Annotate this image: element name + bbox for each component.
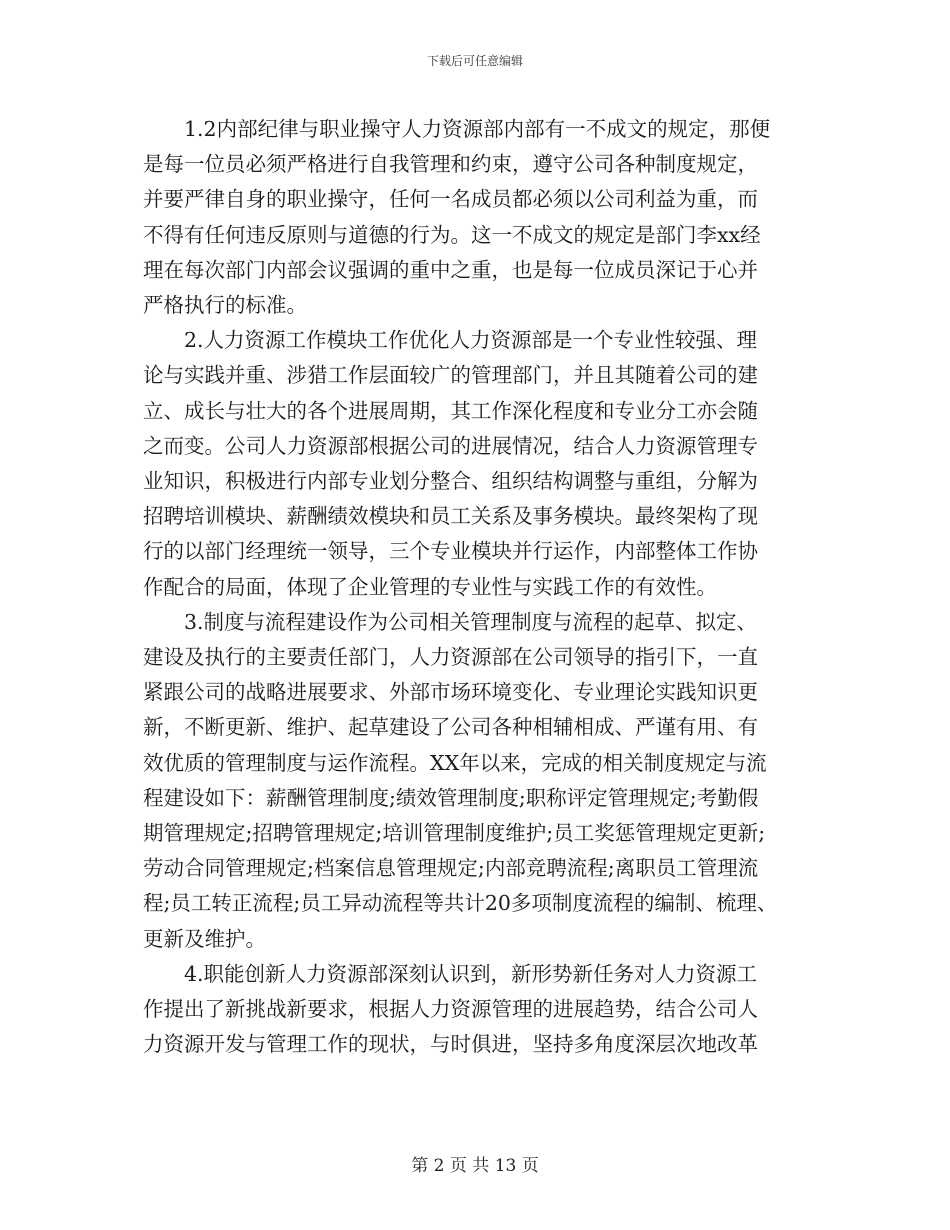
text-line: 新，不断更新、维护、起草建设了公司各种相辅相成、严谨有用、有 (143, 715, 758, 740)
text-line: 业知识，积极进行内部专业划分整合、组织结构调整与重组，分解为 (143, 469, 758, 494)
text-line: 程;员工转正流程;员工异动流程等共计20多项制度流程的编制、梳理、 (143, 891, 778, 916)
text-line: 不得有任何违反原则与道德的行为。这一不成文的规定是部门李xx经 (143, 222, 761, 247)
text-line: 1.2内部纪律与职业操守人力资源部内部有一不成文的规定，那便 (184, 117, 771, 141)
paragraph-3 (143, 605, 815, 957)
text-line: 立、成长与壮大的各个进展周期，其工作深化程度和专业分工亦会随 (143, 398, 758, 423)
text-line: 行的以部门经理统一领导，三个专业模块并行运作，内部整体工作协 (143, 539, 758, 564)
text-line: 论与实践并重、涉猎工作层面较广的管理部门，并且其随着公司的建 (143, 363, 758, 388)
text-line: 作配合的局面，体现了企业管理的专业性与实践工作的有效性。 (143, 574, 717, 599)
text-line: 力资源开发与管理工作的现状，与时俱进，坚持多角度深层次地改革 (143, 1032, 758, 1057)
text-line: 并要严律自身的职业操守，任何一名成员都必须以公司利益为重，而 (143, 187, 758, 212)
text-line: 之而变。公司人力资源部根据公司的进展情况，结合人力资源管理专 (143, 433, 758, 458)
text-line: 效优质的管理制度与运作流程。XX年以来，完成的相关制度规定与流 (143, 750, 767, 775)
text-line: 4.职能创新人力资源部深刻认识到，新形势新任务对人力资源工 (184, 961, 758, 986)
text-line: 期管理规定;招聘管理规定;培训管理制度维护;员工奖惩管理规定更新; (143, 821, 766, 846)
text-line: 作提出了新挑战新要求，根据人力资源管理的进展趋势，结合公司人 (143, 997, 758, 1022)
text-line: 更新及维护。 (143, 926, 266, 951)
text-line: 2.人力资源工作模块工作优化人力资源部是一个专业性较强、理 (184, 328, 758, 353)
text-line: 建设及执行的主要责任部门，人力资源部在公司领导的指引下，一直 (143, 645, 758, 670)
text-line: 3.制度与流程建设作为公司相关管理制度与流程的起草、拟定、 (184, 609, 758, 634)
text-line: 招聘培训模块、薪酬绩效模块和员工关系及事务模块。最终架构了现 (143, 504, 758, 529)
paragraph-2 (143, 323, 815, 605)
document-body (143, 112, 815, 1062)
page-header: 下载后可任意编辑 (426, 54, 523, 68)
text-line: 理在每次部门内部会议强调的重中之重，也是每一位成员深记于心并 (143, 257, 758, 282)
page-number-footer: 第 2 页 共 13 页 (411, 1156, 539, 1176)
text-line: 程建设如下：薪酬管理制度;绩效管理制度;职称评定管理规定;考勤假 (143, 785, 759, 810)
paragraph-4 (143, 957, 815, 1063)
text-line: 是每一位员必须严格进行自我管理和约束，遵守公司各种制度规定， (143, 152, 758, 177)
text-line: 劳动合同管理规定;档案信息管理规定;内部竞聘流程;离职员工管理流 (143, 856, 759, 881)
paragraph-1-2 (143, 112, 815, 323)
text-line: 严格执行的标准。 (143, 293, 307, 318)
text-line: 紧跟公司的战略进展要求、外部市场环境变化、专业理论实践知识更 (143, 680, 758, 705)
